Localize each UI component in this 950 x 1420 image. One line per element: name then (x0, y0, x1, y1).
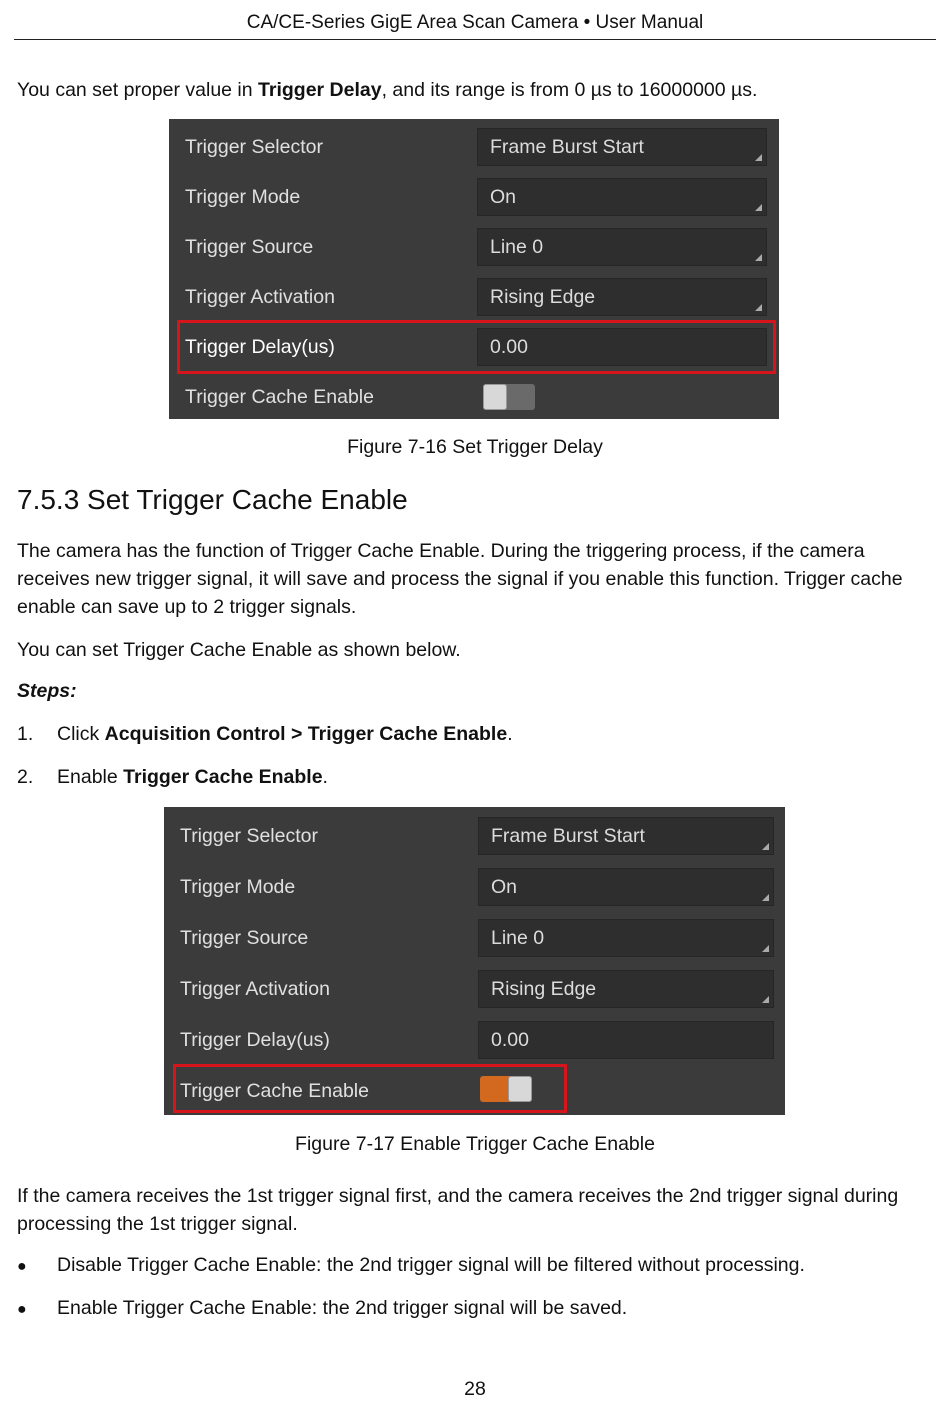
setting-value: On (490, 186, 517, 208)
setting-label: Trigger Mode (185, 186, 301, 208)
setting-label: Trigger Source (180, 927, 309, 949)
step-text-bold: Trigger Cache Enable (123, 766, 323, 788)
trigger-selector-dropdown[interactable] (478, 817, 774, 855)
dropdown-corner-icon (755, 254, 762, 261)
setting-label: Trigger Cache Enable (180, 1080, 369, 1102)
step-text-pre: Click (57, 723, 105, 745)
step-text-post: . (507, 723, 513, 745)
setting-value: On (491, 876, 518, 898)
trigger-mode-dropdown[interactable] (477, 178, 767, 216)
setting-row-trigger-selector (164, 811, 785, 861)
trigger-delay-input[interactable] (478, 1021, 774, 1059)
figure-16-screenshot (169, 119, 779, 419)
steps-label: Steps: (17, 680, 77, 702)
setting-label: Trigger Delay(us) (185, 336, 335, 358)
step-1 (17, 723, 513, 746)
setting-label: Trigger Delay(us) (180, 1029, 330, 1051)
dropdown-corner-icon (762, 894, 769, 901)
setting-label: Trigger Cache Enable (185, 386, 374, 408)
setting-label: Trigger Activation (185, 286, 335, 308)
setting-label: Trigger Source (185, 236, 314, 258)
trigger-source-dropdown[interactable] (477, 228, 767, 266)
trigger-source-dropdown[interactable] (478, 919, 774, 957)
setting-value: 0.00 (491, 1029, 529, 1051)
bullet-icon: ● (17, 1258, 27, 1275)
setting-row-trigger-source (169, 222, 779, 272)
toggle-knob (483, 384, 507, 410)
setting-row-trigger-mode (169, 172, 779, 222)
trigger-selector-dropdown[interactable] (477, 128, 767, 166)
dropdown-corner-icon (762, 843, 769, 850)
setting-value: Frame Burst Start (491, 825, 645, 847)
step-text-post: . (322, 766, 328, 788)
section-paragraph-1: The camera has the function of Trigger Cache Enable. During the triggering process, if the camera receives new trigger signal, it will save and process the signal if you enable this function. Trigger cache enable can save up to 2 trigger signals. (17, 540, 903, 618)
figure-17-caption: Figure 7-17 Enable Trigger Cache Enable (295, 1133, 655, 1155)
highlight-box (173, 1064, 567, 1113)
setting-value: Line 0 (491, 927, 545, 949)
setting-value: Frame Burst Start (490, 136, 644, 158)
highlight-box (177, 320, 776, 374)
after-paragraph: If the camera receives the 1st trigger signal first, and the camera receives the 2nd trigger signal during processing the 1st trigger signal. (17, 1185, 899, 1235)
setting-label: Trigger Activation (180, 978, 330, 1000)
setting-row-trigger-source (164, 913, 785, 963)
trigger-mode-dropdown[interactable] (478, 868, 774, 906)
setting-row-trigger-cache-enable (169, 372, 779, 422)
dropdown-corner-icon (762, 996, 769, 1003)
setting-value: Rising Edge (490, 286, 596, 308)
setting-row-trigger-activation (169, 272, 779, 322)
trigger-cache-enable-toggle-off[interactable] (483, 384, 535, 410)
dropdown-corner-icon (755, 304, 762, 311)
dropdown-corner-icon (755, 154, 762, 161)
figure-17-screenshot (164, 807, 785, 1115)
page-number: 28 (464, 1378, 486, 1400)
intro-paragraph (17, 76, 922, 104)
setting-label: Trigger Selector (180, 825, 318, 847)
dropdown-corner-icon (762, 945, 769, 952)
intro-text-pre: You can set proper value in (17, 79, 259, 101)
setting-value: Rising Edge (491, 978, 597, 1000)
setting-row-trigger-activation (164, 964, 785, 1014)
step-text-bold: Acquisition Control > Trigger Cache Enable (104, 723, 508, 745)
bullet-text: Disable Trigger Cache Enable: the 2nd trigger signal will be filtered without processing. (57, 1254, 805, 1276)
setting-value: Line 0 (490, 236, 544, 258)
step-number: 1. (17, 723, 34, 745)
setting-label: Trigger Mode (180, 876, 296, 898)
page-header: CA/CE-Series GigE Area Scan Camera • User Manual (14, 12, 936, 40)
step-2 (17, 766, 328, 789)
intro-text-bold: Trigger Delay (258, 79, 382, 101)
setting-label: Trigger Selector (185, 136, 323, 158)
figure-16-caption: Figure 7-16 Set Trigger Delay (347, 436, 603, 458)
trigger-activation-dropdown[interactable] (477, 278, 767, 316)
setting-row-trigger-delay (164, 1015, 785, 1065)
step-number: 2. (17, 766, 34, 788)
dropdown-corner-icon (755, 204, 762, 211)
bullet-icon: ● (17, 1301, 27, 1318)
trigger-activation-dropdown[interactable] (478, 970, 774, 1008)
bullet-item-1 (17, 1254, 805, 1277)
setting-row-trigger-selector (169, 122, 779, 172)
step-text-pre: Enable (57, 766, 124, 788)
setting-value: 0.00 (490, 336, 528, 358)
section-paragraph-2: You can set Trigger Cache Enable as shown below. (17, 639, 461, 661)
setting-row-trigger-mode (164, 862, 785, 912)
section-heading: 7.5.3 Set Trigger Cache Enable (17, 484, 408, 515)
bullet-text: Enable Trigger Cache Enable: the 2nd trigger signal will be saved. (57, 1297, 628, 1319)
bullet-item-2 (17, 1297, 627, 1320)
intro-text-post: , and its range is from 0 µs to 16000000 µs. (381, 79, 758, 101)
